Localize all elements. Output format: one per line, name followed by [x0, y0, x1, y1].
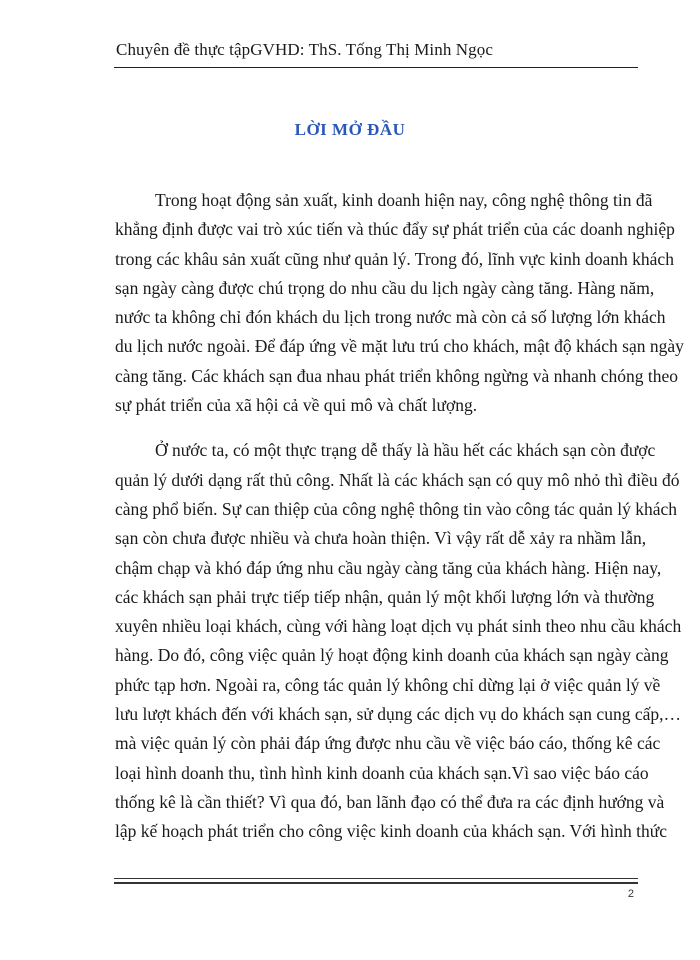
text-line: du lịch nước ngoài. Để đáp ứng về mặt lưu trú cho khách, mật độ khách sạn ngày: [115, 336, 684, 357]
body-text: [115, 186, 684, 847]
text-line: lưu lượt khách đến với khách sạn, sử dụng các dịch vụ do khách sạn cung cấp,…: [115, 704, 681, 725]
text-line: Ở nước ta, có một thực trạng dễ thấy là hầu hết các khách sạn còn được: [155, 440, 656, 461]
text-line: sạn ngày càng được chú trọng do nhu cầu du lịch ngày càng tăng. Hàng năm,: [115, 277, 655, 298]
text-line: Trong hoạt động sản xuất, kinh doanh hiện nay, công nghệ thông tin đã: [155, 190, 653, 210]
text-line: các khách sạn phải trực tiếp tiếp nhận, quản lý một khối lượng lớn và thường: [115, 586, 655, 607]
text-line: càng phổ biến. Sự can thiệp của công nghệ thông tin vào công tác quản lý khách: [115, 498, 678, 519]
footer-divider-thick: [114, 882, 638, 884]
section-title: LỜI MỞ ĐẦU: [294, 120, 406, 139]
text-line: trong các khâu sản xuất cũng như quản lý. Trong đó, lĩnh vực kinh doanh khách: [115, 248, 674, 269]
footer-divider: [114, 878, 638, 879]
text-line: sạn còn chưa được nhiều và chưa hoàn thiện. Vì vậy rất dễ xảy ra nhầm lẫn,: [115, 528, 647, 549]
text-line: mà việc quản lý còn phải đáp ứng được nhu cầu về việc báo cáo, thống kê các: [115, 733, 661, 754]
text-line: quản lý dưới dạng rất thủ công. Nhất là các khách sạn có quy mô nhỏ thì điều đó: [115, 469, 680, 490]
page-number: 2: [627, 888, 634, 900]
text-line: xuyên nhiều loại khách, cùng với hàng loạt dịch vụ phát sinh theo nhu cầu khách: [115, 616, 682, 637]
text-line: sự phát triển của xã hội cả về qui mô và chất lượng.: [115, 395, 478, 416]
text-line: càng tăng. Các khách sạn đua nhau phát triển không ngừng và nhanh chóng theo: [115, 365, 679, 386]
page-header: Chuyên đề thực tậpGVHD: ThS. Tống Thị Minh Ngọc: [116, 40, 494, 59]
text-line: thống kê là cần thiết? Vì qua đó, ban lãnh đạo có thể đưa ra các định hướng và: [115, 791, 665, 812]
text-line: nước ta không chỉ đón khách du lịch trong nước mà còn cả số lượng lớn khách: [115, 307, 666, 328]
text-line: phức tạp hơn. Ngoài ra, công tác quản lý không chỉ dừng lại ở việc quản lý về: [115, 674, 661, 695]
header-divider: [114, 67, 638, 68]
text-line: lập kế hoạch phát triển cho công việc kinh doanh của khách sạn. Với hình thức: [115, 821, 668, 842]
text-line: hàng. Do đó, công việc quản lý hoạt động kinh doanh của khách sạn ngày càng: [115, 645, 669, 666]
paragraph-2: [115, 436, 682, 846]
paragraph-1: [115, 186, 684, 420]
text-line: khẳng định được vai trò xúc tiến và thúc đẩy sự phát triển của các doanh nghiệp: [115, 219, 675, 240]
text-line: loại hình doanh thu, tình hình kinh doanh của khách sạn.Vì sao việc báo cáo: [115, 762, 649, 783]
text-line: chậm chạp và khó đáp ứng nhu cầu ngày càng tăng của khách hàng. Hiện nay,: [115, 557, 662, 578]
